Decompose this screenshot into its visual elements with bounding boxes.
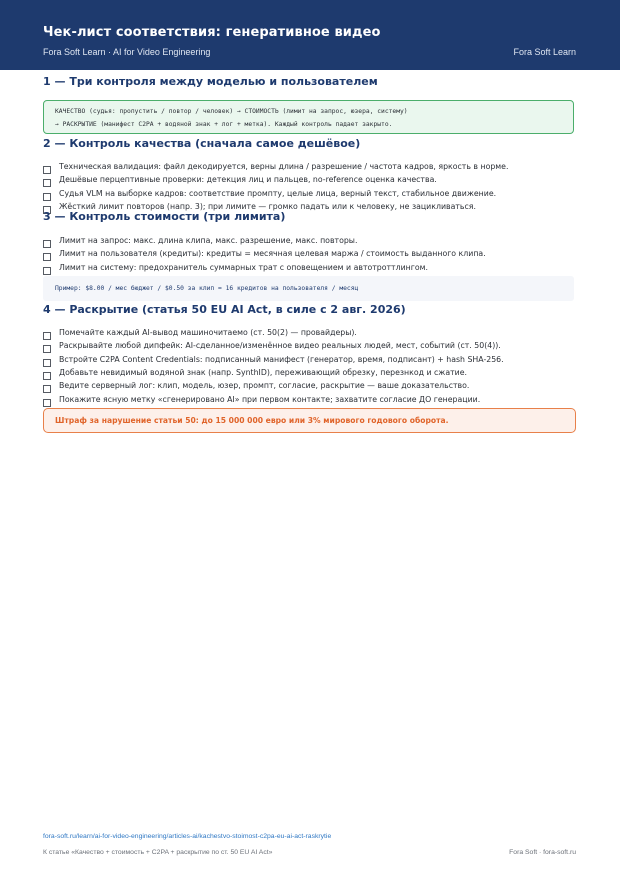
checkbox[interactable] bbox=[43, 359, 51, 367]
checkbox[interactable] bbox=[43, 332, 51, 340]
flow-line: КАЧЕСТВО (судья: пропустить / повтор / человек) → СТОИМОСТЬ (лимит на запрос, юзера, систему) bbox=[55, 108, 408, 115]
checklist-item-text: Встройте C2PA Content Credentials: подписанный манифест (генератор, время, подписант) + hash SHA-256. bbox=[59, 355, 504, 364]
controls-flow-box bbox=[43, 100, 574, 134]
checklist-item[interactable] bbox=[43, 368, 583, 380]
checkbox[interactable] bbox=[43, 240, 51, 248]
checklist-item-text: Помечайте каждый AI-вывод машиночитаемо (ст. 50(2) — провайдеры). bbox=[59, 328, 357, 337]
checklist-item-text: Покажите ясную метку «сгенерировано AI» при первом контакте; захватите согласие ДО генерации. bbox=[59, 395, 481, 404]
cost-example-text: Пример: $8.00 / мес бюджет / $0.50 за клип = 16 кредитов на пользователя / месяц bbox=[55, 285, 359, 292]
footer-brand: Fora Soft · fora-soft.ru bbox=[509, 849, 576, 856]
page-header bbox=[0, 0, 620, 70]
checkbox[interactable] bbox=[43, 399, 51, 407]
checkbox[interactable] bbox=[43, 193, 51, 201]
checkbox[interactable] bbox=[43, 179, 51, 187]
checklist-item[interactable] bbox=[43, 236, 583, 248]
checklist-item-text: Судья VLM на выборке кадров: соответствие промпту, целые лица, верный текст, стабильное движение. bbox=[59, 189, 497, 198]
section-heading-disclosure: 4 — Раскрытие (статья 50 EU AI Act, в силе с 2 авг. 2026) bbox=[43, 303, 406, 316]
checklist-item[interactable] bbox=[43, 328, 583, 340]
checklist-item[interactable] bbox=[43, 355, 583, 367]
checkbox[interactable] bbox=[43, 345, 51, 353]
header-brand: Fora Soft Learn bbox=[513, 47, 576, 57]
checklist-item[interactable] bbox=[43, 395, 583, 407]
page-subtitle: Fora Soft Learn · AI for Video Engineering bbox=[43, 47, 211, 57]
checklist-item[interactable] bbox=[43, 381, 583, 393]
article-link[interactable]: fora-soft.ru/learn/ai-for-video-engineering/articles-ai/kachestvo-stoimost-c2pa-eu-ai-act-raskrytie bbox=[43, 833, 332, 840]
section-heading-cost: 3 — Контроль стоимости (три лимита) bbox=[43, 210, 286, 223]
checklist-item[interactable] bbox=[43, 263, 583, 275]
cost-example-box bbox=[43, 276, 574, 301]
penalty-warning-box bbox=[43, 408, 576, 433]
checklist-item-text: Лимит на пользователя (кредиты): кредиты = месячная целевая маржа / стоимость выданного клипа. bbox=[59, 249, 486, 258]
page-title: Чек-лист соответствия: генеративное видео bbox=[43, 25, 381, 40]
footer-note: К статье «Качество + стоимость + C2PA + раскрытие по ст. 50 EU AI Act» bbox=[43, 849, 273, 856]
checklist-item[interactable] bbox=[43, 189, 583, 201]
checkbox[interactable] bbox=[43, 253, 51, 261]
checkbox[interactable] bbox=[43, 267, 51, 275]
checkbox[interactable] bbox=[43, 372, 51, 380]
checklist-item-text: Лимит на систему: предохранитель суммарных трат с оповещением и автотроттлингом. bbox=[59, 263, 428, 272]
section-heading-controls: 1 — Три контроля между моделью и пользователем bbox=[43, 75, 378, 88]
checklist-item-text: Лимит на запрос: макс. длина клипа, макс. разрешение, макс. повторы. bbox=[59, 236, 358, 245]
checklist-item-text: Техническая валидация: файл декодируется, верны длина / разрешение / частота кадров, яркость в норме. bbox=[59, 162, 509, 171]
checklist-item-text: Добавьте невидимый водяной знак (напр. SynthID), переживающий обрезку, перезнкод и сжатие. bbox=[59, 368, 467, 377]
checklist-item[interactable] bbox=[43, 175, 583, 187]
penalty-warning-text: Штраф за нарушение статьи 50: до 15 000 000 евро или 3% мирового годового оборота. bbox=[55, 416, 449, 425]
checklist-item-text: Дешёвые перцептивные проверки: детекция лиц и пальцев, no-reference оценка качества. bbox=[59, 175, 437, 184]
checklist-item-text: Ведите серверный лог: клип, модель, юзер, промпт, согласие, раскрытие — ваше доказательство. bbox=[59, 381, 470, 390]
checklist-item-text: Жёсткий лимит повторов (напр. 3); при лимите — громко падать или к человеку, не зацикливаться. bbox=[59, 202, 476, 211]
checklist-item[interactable] bbox=[43, 162, 583, 174]
checkbox[interactable] bbox=[43, 166, 51, 174]
section-heading-quality: 2 — Контроль качества (сначала самое дешёвое) bbox=[43, 137, 361, 150]
checklist-item[interactable] bbox=[43, 249, 583, 261]
flow-line: → РАСКРЫТИЕ (манифест C2PA + водяной знак + лог + метка). Каждый контроль падает закрыто. bbox=[55, 121, 393, 128]
checkbox[interactable] bbox=[43, 385, 51, 393]
checklist-item-text: Раскрывайте любой дипфейк: AI-сделанное/изменённое видео реальных людей, мест, событий (ст. 50(4)). bbox=[59, 341, 501, 350]
checklist-item[interactable] bbox=[43, 341, 583, 353]
